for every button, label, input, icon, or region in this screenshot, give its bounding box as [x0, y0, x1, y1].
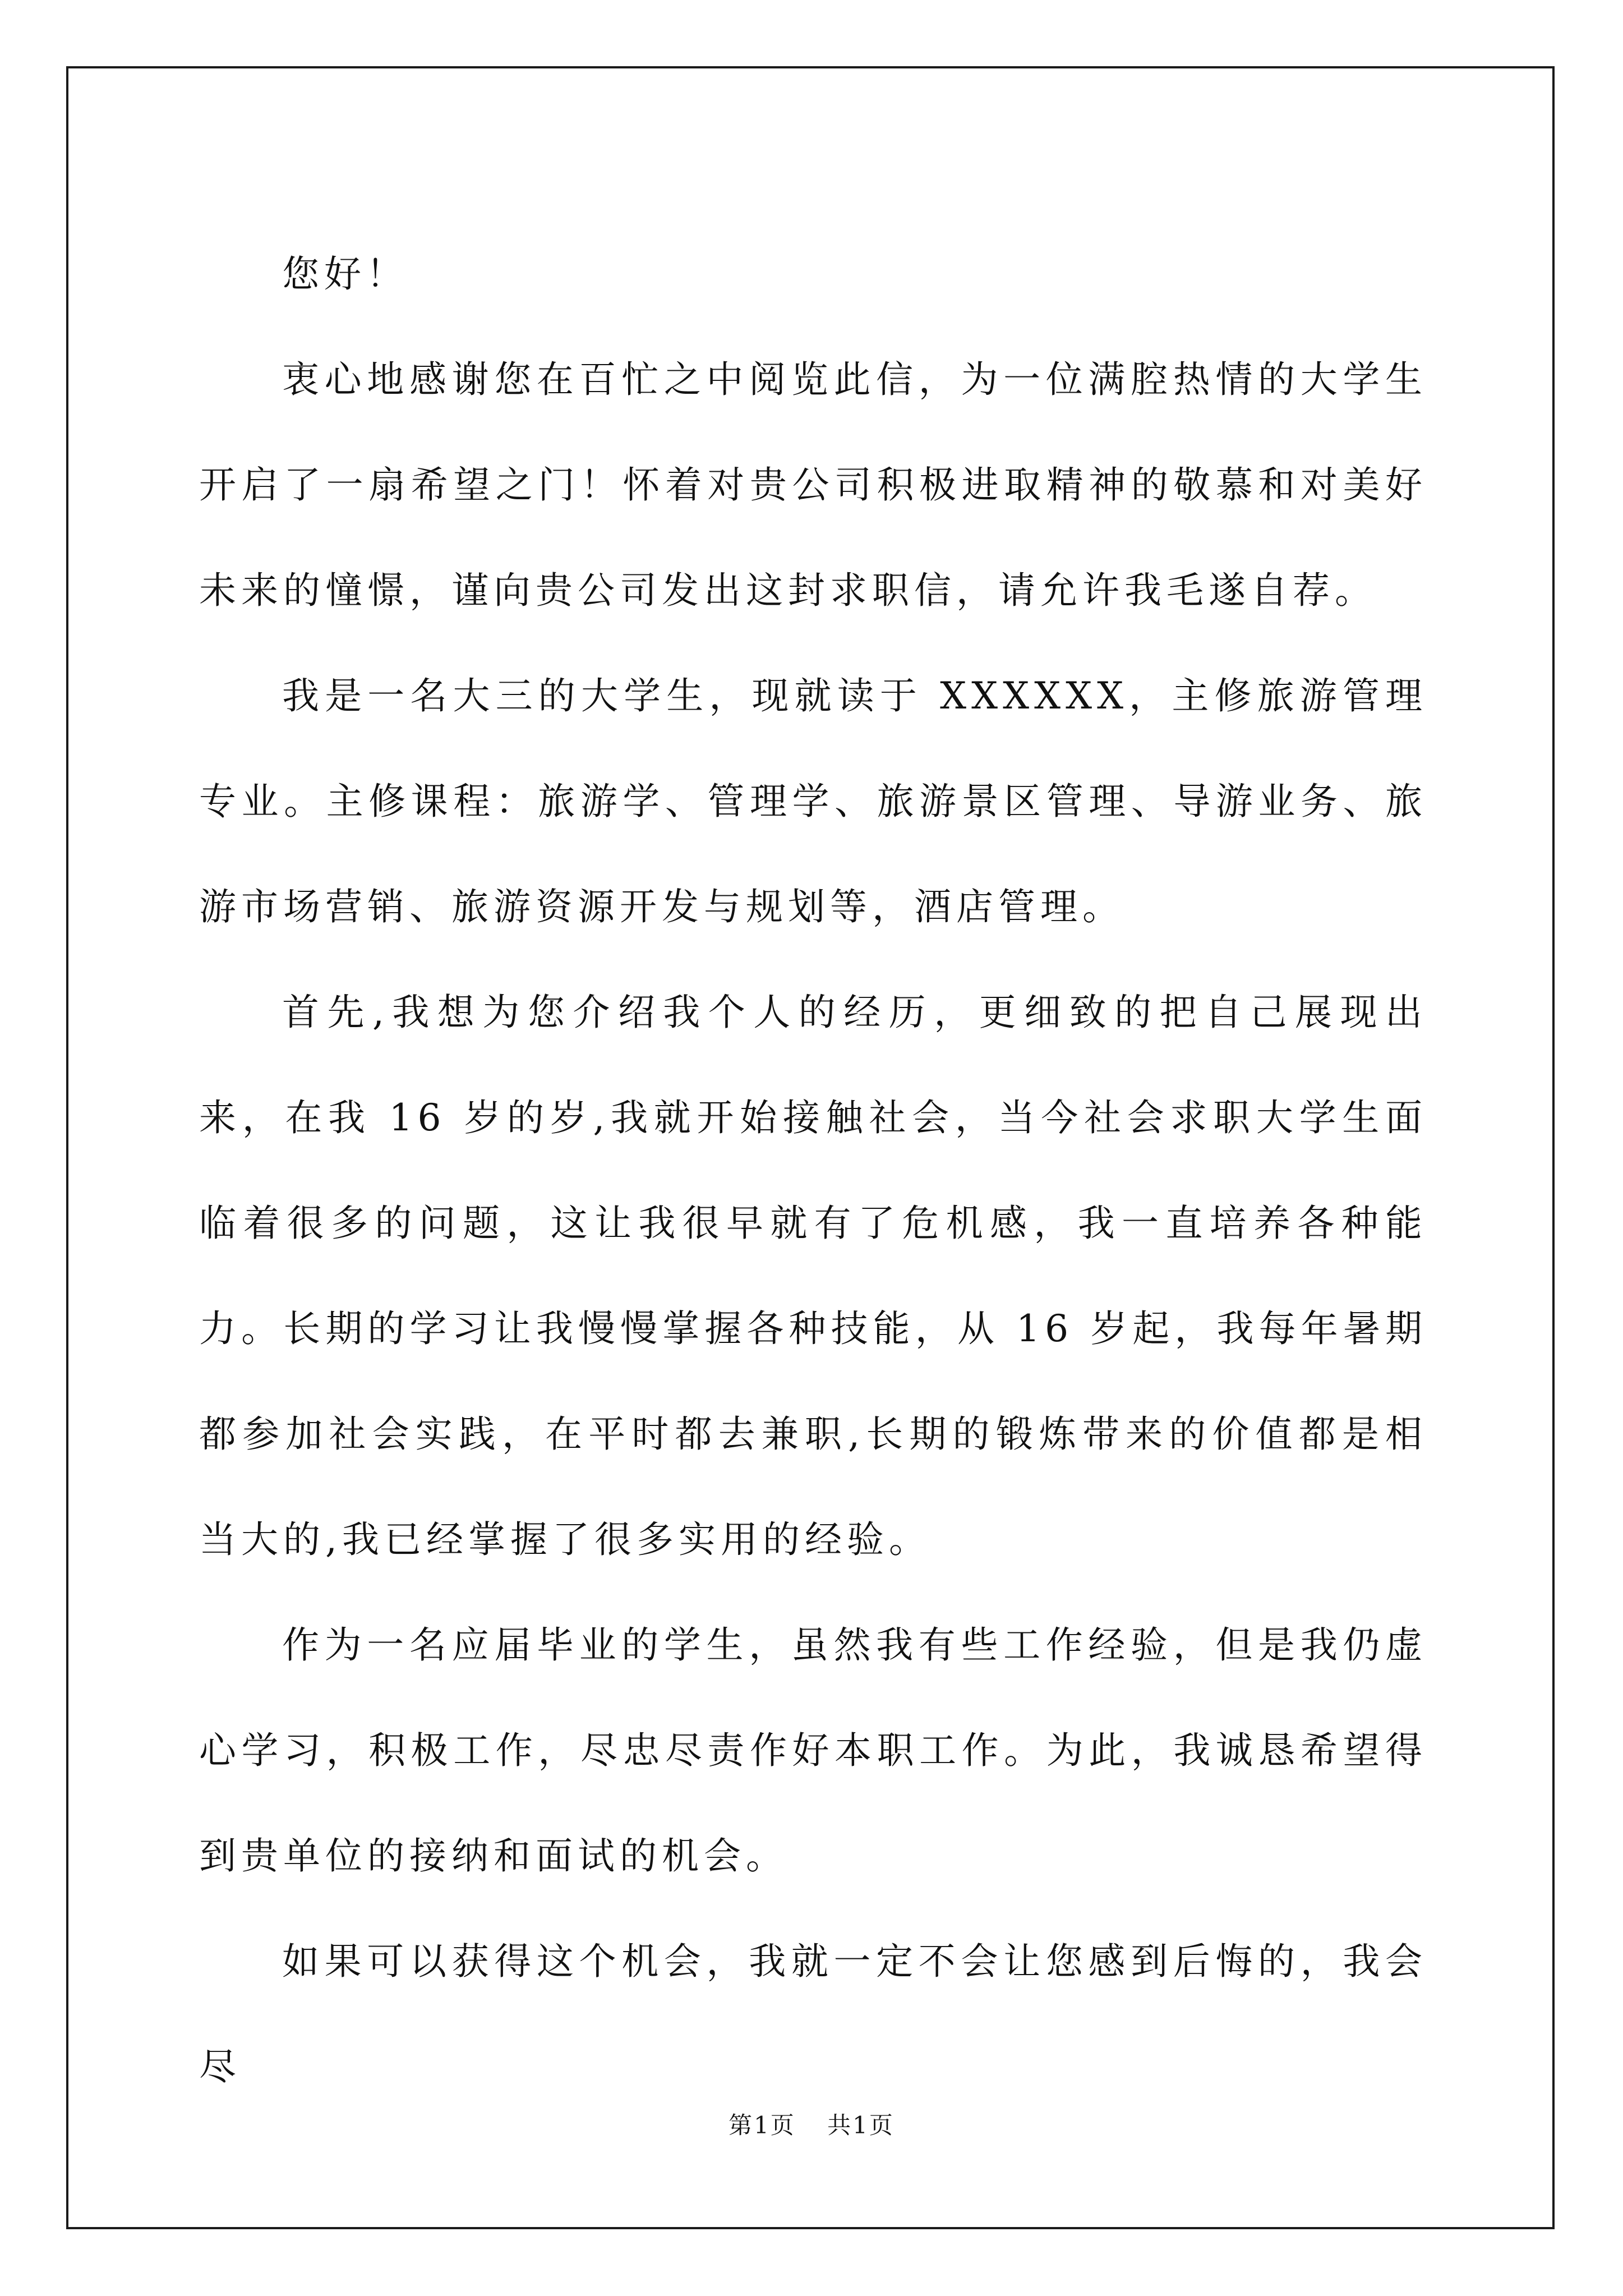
- letter-body: [199, 222, 1427, 2120]
- paragraph-promise: 如果可以获得这个机会，我就一定不会让您感到后悔的，我会尽: [199, 1940, 1427, 2088]
- page-total: 共1页: [827, 2111, 895, 2139]
- paragraph-experience: 首先,我想为您介绍我个人的经历，更细致的把自己展现出来，在我 16 岁的岁,我就开始接触社会，当今社会求职大学生面临着很多的问题，这让我很早就有了危机感，我一直培养各种能力。长期的学习让我慢慢掌握各种技能，从 16 岁起，我每年暑期都参加社会实践，在平时都去兼职,长期的锻炼带来的价值都是相当大的,我已经掌握了很多实用的经验。: [199, 991, 1427, 1561]
- greeting: 您好！: [282, 252, 408, 296]
- paragraph-introduction: 我是一名大三的大学生，现就读于 XXXXXX，主修旅游管理专业。主修课程：旅游学、管理学、旅游景区管理、导游业务、旅游市场营销、旅游资源开发与规划等，酒店管理。: [199, 674, 1427, 928]
- page-footer: [0, 2107, 1623, 2141]
- page-number: 第1页: [728, 2111, 796, 2139]
- paragraph-request: 作为一名应届毕业的学生，虽然我有些工作经验，但是我仍虚心学习，积极工作，尽忠尽责作好本职工作。为此，我诚恳希望得到贵单位的接纳和面试的机会。: [199, 1623, 1427, 1878]
- paragraph-thanks: 衷心地感谢您在百忙之中阅览此信，为一位满腔热情的大学生开启了一扇希望之门！怀着对贵公司积极进取精神的敬慕和对美好未来的憧憬，谨向贵公司发出这封求职信，请允许我毛遂自荐。: [199, 358, 1427, 612]
